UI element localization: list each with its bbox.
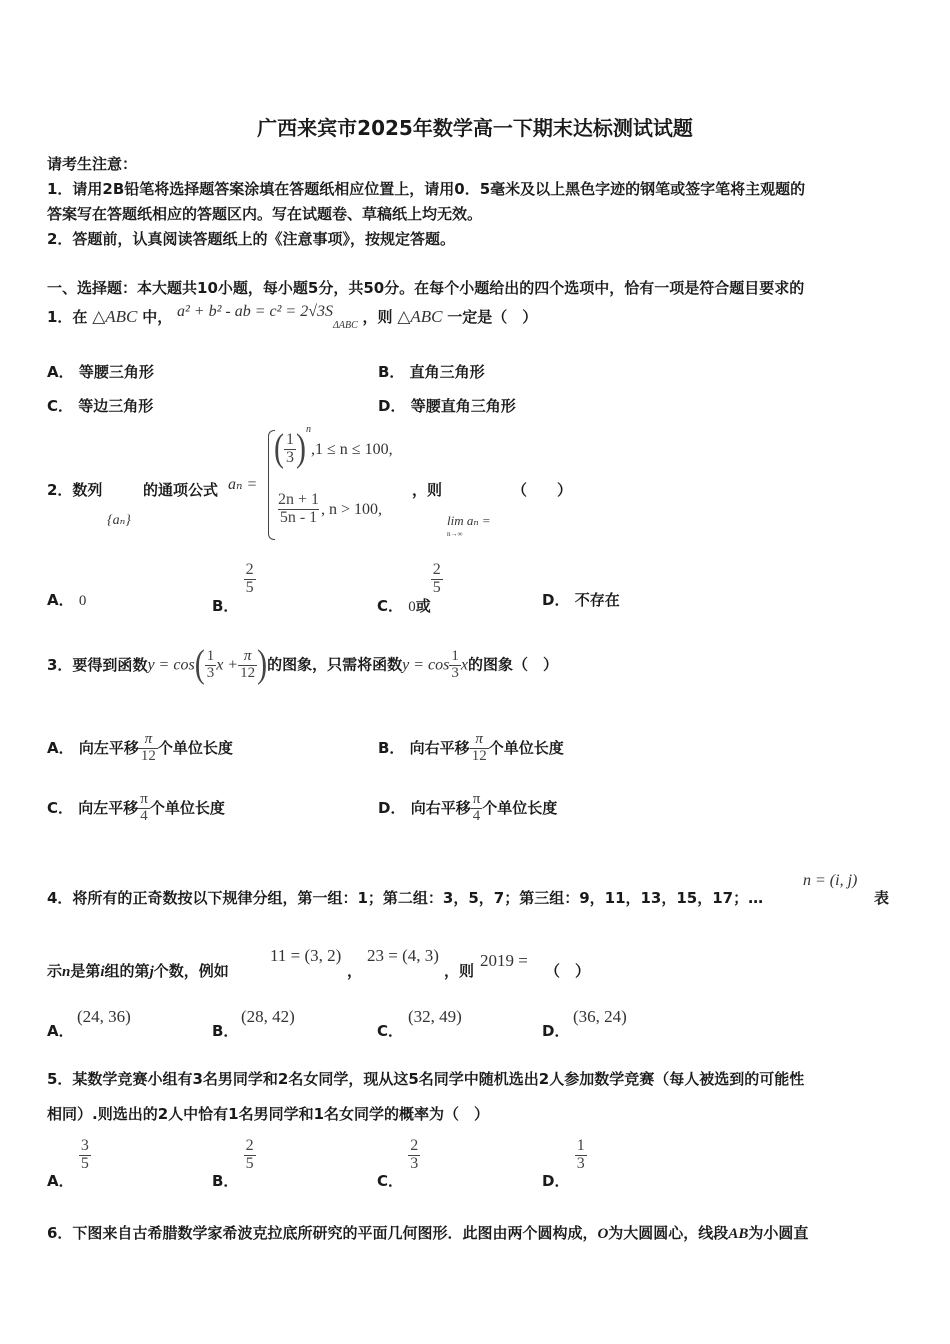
q1-then: ，则: [362, 308, 393, 326]
q2-case1-exp: n: [306, 423, 311, 435]
q3-option-b-num: π: [475, 731, 483, 747]
q3-option-d-frac: [471, 792, 483, 825]
q1-formula-sub: ΔABC: [332, 320, 358, 331]
q3-option-d-num: π: [472, 791, 481, 807]
notice-heading: 请考生注意：: [47, 155, 138, 173]
q1-mid: 中，: [142, 308, 173, 326]
q2-case2-den: 5n - 1: [279, 508, 318, 526]
q4-line-1: 4．将所有的正奇数按以下规律分组，第一组：1；第二组：3，5，7；第三组：9，11，13，15，17；…: [47, 889, 764, 907]
q3-option-c-frac: [138, 792, 150, 825]
q5-option-d-num: 1: [576, 1137, 585, 1154]
q3-f2: y = cos: [402, 656, 450, 674]
q4-option-a-text: (24, 36): [77, 1007, 131, 1026]
q2-option-b-frac: [244, 562, 256, 597]
q1-prefix: 1．在: [47, 308, 88, 326]
q3-option-a-frac: [139, 732, 158, 765]
question-6: [47, 1222, 808, 1243]
q3-option-a-den: 12: [140, 747, 156, 764]
q4-line2c: 组的第: [104, 962, 150, 980]
q5-option-b[interactable]: [212, 1137, 256, 1190]
q5-option-c[interactable]: [377, 1137, 420, 1190]
q3-option-c-key: C．: [47, 798, 74, 817]
q4-then: ，则: [444, 962, 475, 980]
q2-option-a-key: A．: [47, 591, 74, 609]
q5-option-a-key: A．: [47, 1171, 74, 1190]
q1-option-d[interactable]: [378, 395, 516, 416]
notice-line-1a: 1．请用2B铅笔将选择题答案涂填在答题纸相应位置上，请用0．5毫米及以上黑色字迹的钢笔或签字笔将主观题的: [47, 180, 806, 198]
q3-f2-den: 3: [451, 664, 459, 681]
q4-option-b-text: (28, 42): [241, 1007, 295, 1026]
q4-option-d[interactable]: [542, 1020, 569, 1041]
q1-option-c-text: 等边三角形: [78, 397, 154, 415]
q3-suffix: 的图象（ ）: [467, 655, 558, 674]
q2-option-a[interactable]: [47, 589, 86, 610]
q2-option-c-den: 5: [432, 578, 441, 596]
q2-option-b-num: 2: [245, 561, 254, 578]
q4-i: i: [100, 964, 105, 980]
q2-mid: 的通项公式: [143, 481, 219, 499]
q3-f1-in2: 3: [206, 664, 215, 681]
page-title: 广西来宾市2025年数学高一下期末达标测试试题: [257, 116, 693, 140]
q6-ab: AB: [728, 1226, 749, 1242]
q3-option-d[interactable]: [378, 792, 557, 825]
q5-option-b-den: 5: [245, 1154, 254, 1172]
q2-option-c-key: C．: [377, 596, 404, 615]
q2-option-b[interactable]: [212, 561, 256, 615]
q4-option-c-text: (32, 49): [408, 1007, 462, 1026]
q2-case1-frac: [284, 432, 296, 467]
q2-then: ，则: [412, 481, 443, 499]
q4-option-d-text: (36, 24): [573, 1007, 627, 1026]
q3-f2-x: x: [460, 656, 468, 674]
q4-option-a-key: A．: [47, 1022, 74, 1040]
q5-option-c-frac: [408, 1138, 420, 1173]
q4-target: 2019 =: [480, 951, 528, 970]
q5-option-c-den: 3: [410, 1154, 419, 1172]
q6-o: O: [597, 1226, 609, 1242]
q2-case1-num: 1: [286, 431, 294, 448]
q3-f1-x: x +: [216, 656, 239, 674]
q5-option-d[interactable]: [542, 1137, 587, 1190]
q2-option-b-key: B．: [212, 596, 239, 615]
q1-option-a[interactable]: [47, 361, 154, 382]
q4-option-b-key: B．: [212, 1022, 239, 1040]
q1-option-c[interactable]: [47, 395, 153, 416]
q2-case2-frac: [276, 492, 321, 527]
q3-f1: y = cos: [147, 656, 195, 674]
q4-option-b[interactable]: [212, 1020, 238, 1041]
q1-formula: a² + b² - ab = c² = 2√3S: [176, 303, 333, 320]
q4-option-a[interactable]: [47, 1020, 74, 1041]
q2-option-a-text: 0: [78, 593, 87, 609]
q1-option-a-text: 等腰三角形: [78, 363, 154, 381]
q2-option-c-num: 2: [432, 561, 441, 578]
q1-option-b-text: 直角三角形: [409, 363, 485, 381]
q3-option-a-post: 个单位长度: [157, 738, 233, 757]
q5-option-c-num: 2: [410, 1137, 419, 1154]
q3-option-b-frac: [470, 732, 489, 765]
q3-option-b-pre: 向右平移: [409, 738, 470, 757]
q4-n: n: [62, 964, 71, 980]
q3-option-b-post: 个单位长度: [488, 738, 564, 757]
q1-option-b[interactable]: [378, 361, 485, 382]
q3-f1-in1: 1: [206, 647, 215, 664]
q3-option-c-pre: 向左平移: [78, 798, 139, 817]
q2-sequence: {aₙ}: [107, 513, 131, 528]
q3-option-d-den: 4: [472, 807, 481, 824]
q3-f2-num: 1: [451, 647, 459, 664]
q1-triangle-2: △ABC: [397, 307, 443, 326]
q5-option-a[interactable]: [47, 1137, 91, 1190]
q5-option-b-num: 2: [245, 1137, 254, 1154]
q4-option-c-key: C．: [377, 1022, 404, 1040]
q5-option-a-num: 3: [80, 1137, 89, 1154]
q3-option-a-num: π: [144, 731, 153, 747]
q4-option-c[interactable]: [377, 1020, 403, 1041]
question-1: [47, 303, 538, 331]
notice-line-2: 2．答题前，认真阅读答题纸上的《注意事项》，按规定答题。: [47, 230, 455, 248]
q2-case2-cond: , n > 100,: [321, 500, 383, 518]
q2-option-c-frac: [431, 562, 443, 597]
q5-option-b-key: B．: [212, 1171, 239, 1190]
q5-option-a-den: 5: [80, 1154, 89, 1172]
q3-option-d-pre: 向右平移: [410, 798, 471, 817]
q5-option-d-frac: [575, 1138, 587, 1173]
q3-paren-close: ): [257, 642, 268, 686]
q2-case1-den: 3: [286, 448, 294, 466]
q2-paren: （ ）: [512, 481, 573, 499]
q3-option-a-key: A．: [47, 738, 74, 757]
q4-line2b: 是第: [70, 962, 101, 980]
q2-option-b-den: 5: [245, 578, 254, 596]
q2-case-1: [274, 423, 393, 471]
q3-option-b-key: B．: [378, 738, 405, 757]
q5-option-d-den: 3: [576, 1154, 585, 1172]
q5-option-d-key: D．: [542, 1171, 570, 1190]
q3-option-c-num: π: [140, 791, 148, 807]
q4-biao: 表: [874, 889, 890, 907]
q5-option-a-frac: [79, 1138, 91, 1173]
q1-option-c-key: C．: [47, 397, 74, 415]
q1-triangle: △ABC: [92, 307, 138, 326]
q4-line2d: 个数，例如: [153, 962, 229, 980]
q2-prefix: 2．数列: [47, 481, 103, 499]
q3-option-c[interactable]: [47, 792, 225, 825]
q3-f1-frac1: [205, 649, 217, 682]
q2-option-c-text: 0: [408, 598, 416, 615]
q1-option-d-text: 等腰直角三角形: [410, 397, 516, 415]
q6-text-b: 为大圆圆心，线段: [608, 1224, 729, 1242]
q6-text-c: 为小圆直: [748, 1224, 809, 1242]
q4-example-1: 11 = (3, 2): [270, 946, 342, 965]
section-heading: 一、选择题：本大题共10小题，每小题5分，共50分。在每个小题给出的四个选项中，恰有一项是符合题目要求的: [47, 279, 805, 297]
q2-case1-paren-open: (: [274, 427, 284, 471]
q1-option-b-key: B．: [378, 363, 405, 381]
q4-j: j: [149, 964, 154, 980]
q3-prefix: 3．要得到函数: [47, 655, 148, 674]
q2-case2-num: 2n + 1: [278, 491, 320, 508]
q3-option-c-den: 4: [140, 807, 148, 824]
q3-paren-open: (: [194, 642, 205, 686]
q2-case1-paren-close: ): [296, 427, 306, 471]
q3-option-b-den: 12: [471, 747, 487, 764]
q4-n-eq: n = (i, j): [803, 872, 858, 889]
q1-option-d-key: D．: [378, 397, 406, 415]
q2-option-c-or: 或: [415, 596, 431, 615]
q5-line-2: 相同）.则选出的2人中恰有1名男同学和1名女同学的概率为（ ）: [47, 1105, 490, 1123]
notice-line-1b: 答案写在答题纸相应的答题区内。写在试题卷、草稿纸上均无效。: [47, 205, 483, 223]
q2-limit-sub: n→∞: [447, 530, 463, 538]
q3-option-d-key: D．: [378, 798, 406, 817]
q4-example-2: 23 = (4, 3): [367, 946, 439, 965]
q2-case1-cond: ,1 ≤ n ≤ 100,: [311, 440, 393, 458]
q3-option-a-pre: 向左平移: [78, 738, 139, 757]
question-3: [47, 642, 558, 686]
q2-option-c[interactable]: [377, 561, 443, 615]
q3-f2-frac: [449, 649, 461, 682]
q4-line2a: 示: [47, 962, 63, 980]
q4-comma: ，: [347, 962, 363, 980]
q3-option-a[interactable]: [47, 732, 233, 765]
q2-an: aₙ =: [228, 476, 258, 493]
q2-option-d-text: 不存在: [574, 591, 620, 609]
q1-suffix: 一定是（ ）: [447, 308, 538, 326]
q1-option-a-key: A．: [47, 363, 74, 381]
q5-option-c-key: C．: [377, 1171, 404, 1190]
q2-option-d-key: D．: [542, 591, 570, 609]
q4-option-d-key: D．: [542, 1022, 570, 1040]
q6-text-a: 6．下图来自古希腊数学家希波克拉底所研究的平面几何图形．此图由两个圆构成，: [47, 1224, 598, 1242]
q4-line-2: [47, 960, 229, 981]
q3-option-d-post: 个单位长度: [482, 798, 558, 817]
q2-limit: lim aₙ =: [447, 513, 491, 528]
q3-option-c-post: 个单位长度: [149, 798, 225, 817]
q3-f1-frac2: [238, 649, 257, 682]
q5-line-1: 5．某数学竞赛小组有3名男同学和2名女同学，现从这5名同学中随机选出2人参加数学竞赛（每人被选到的可能性: [47, 1070, 805, 1088]
q3-f1-pi: π: [243, 647, 252, 664]
q2-case-2: [276, 492, 382, 527]
q3-f1-12: 12: [240, 664, 256, 681]
q3-option-b[interactable]: [378, 732, 564, 765]
q2-option-d[interactable]: [542, 589, 620, 610]
q5-option-b-frac: [244, 1138, 256, 1173]
q3-mid: 的图象，只需将函数: [267, 655, 403, 674]
q4-paren: （ ）: [545, 962, 591, 980]
